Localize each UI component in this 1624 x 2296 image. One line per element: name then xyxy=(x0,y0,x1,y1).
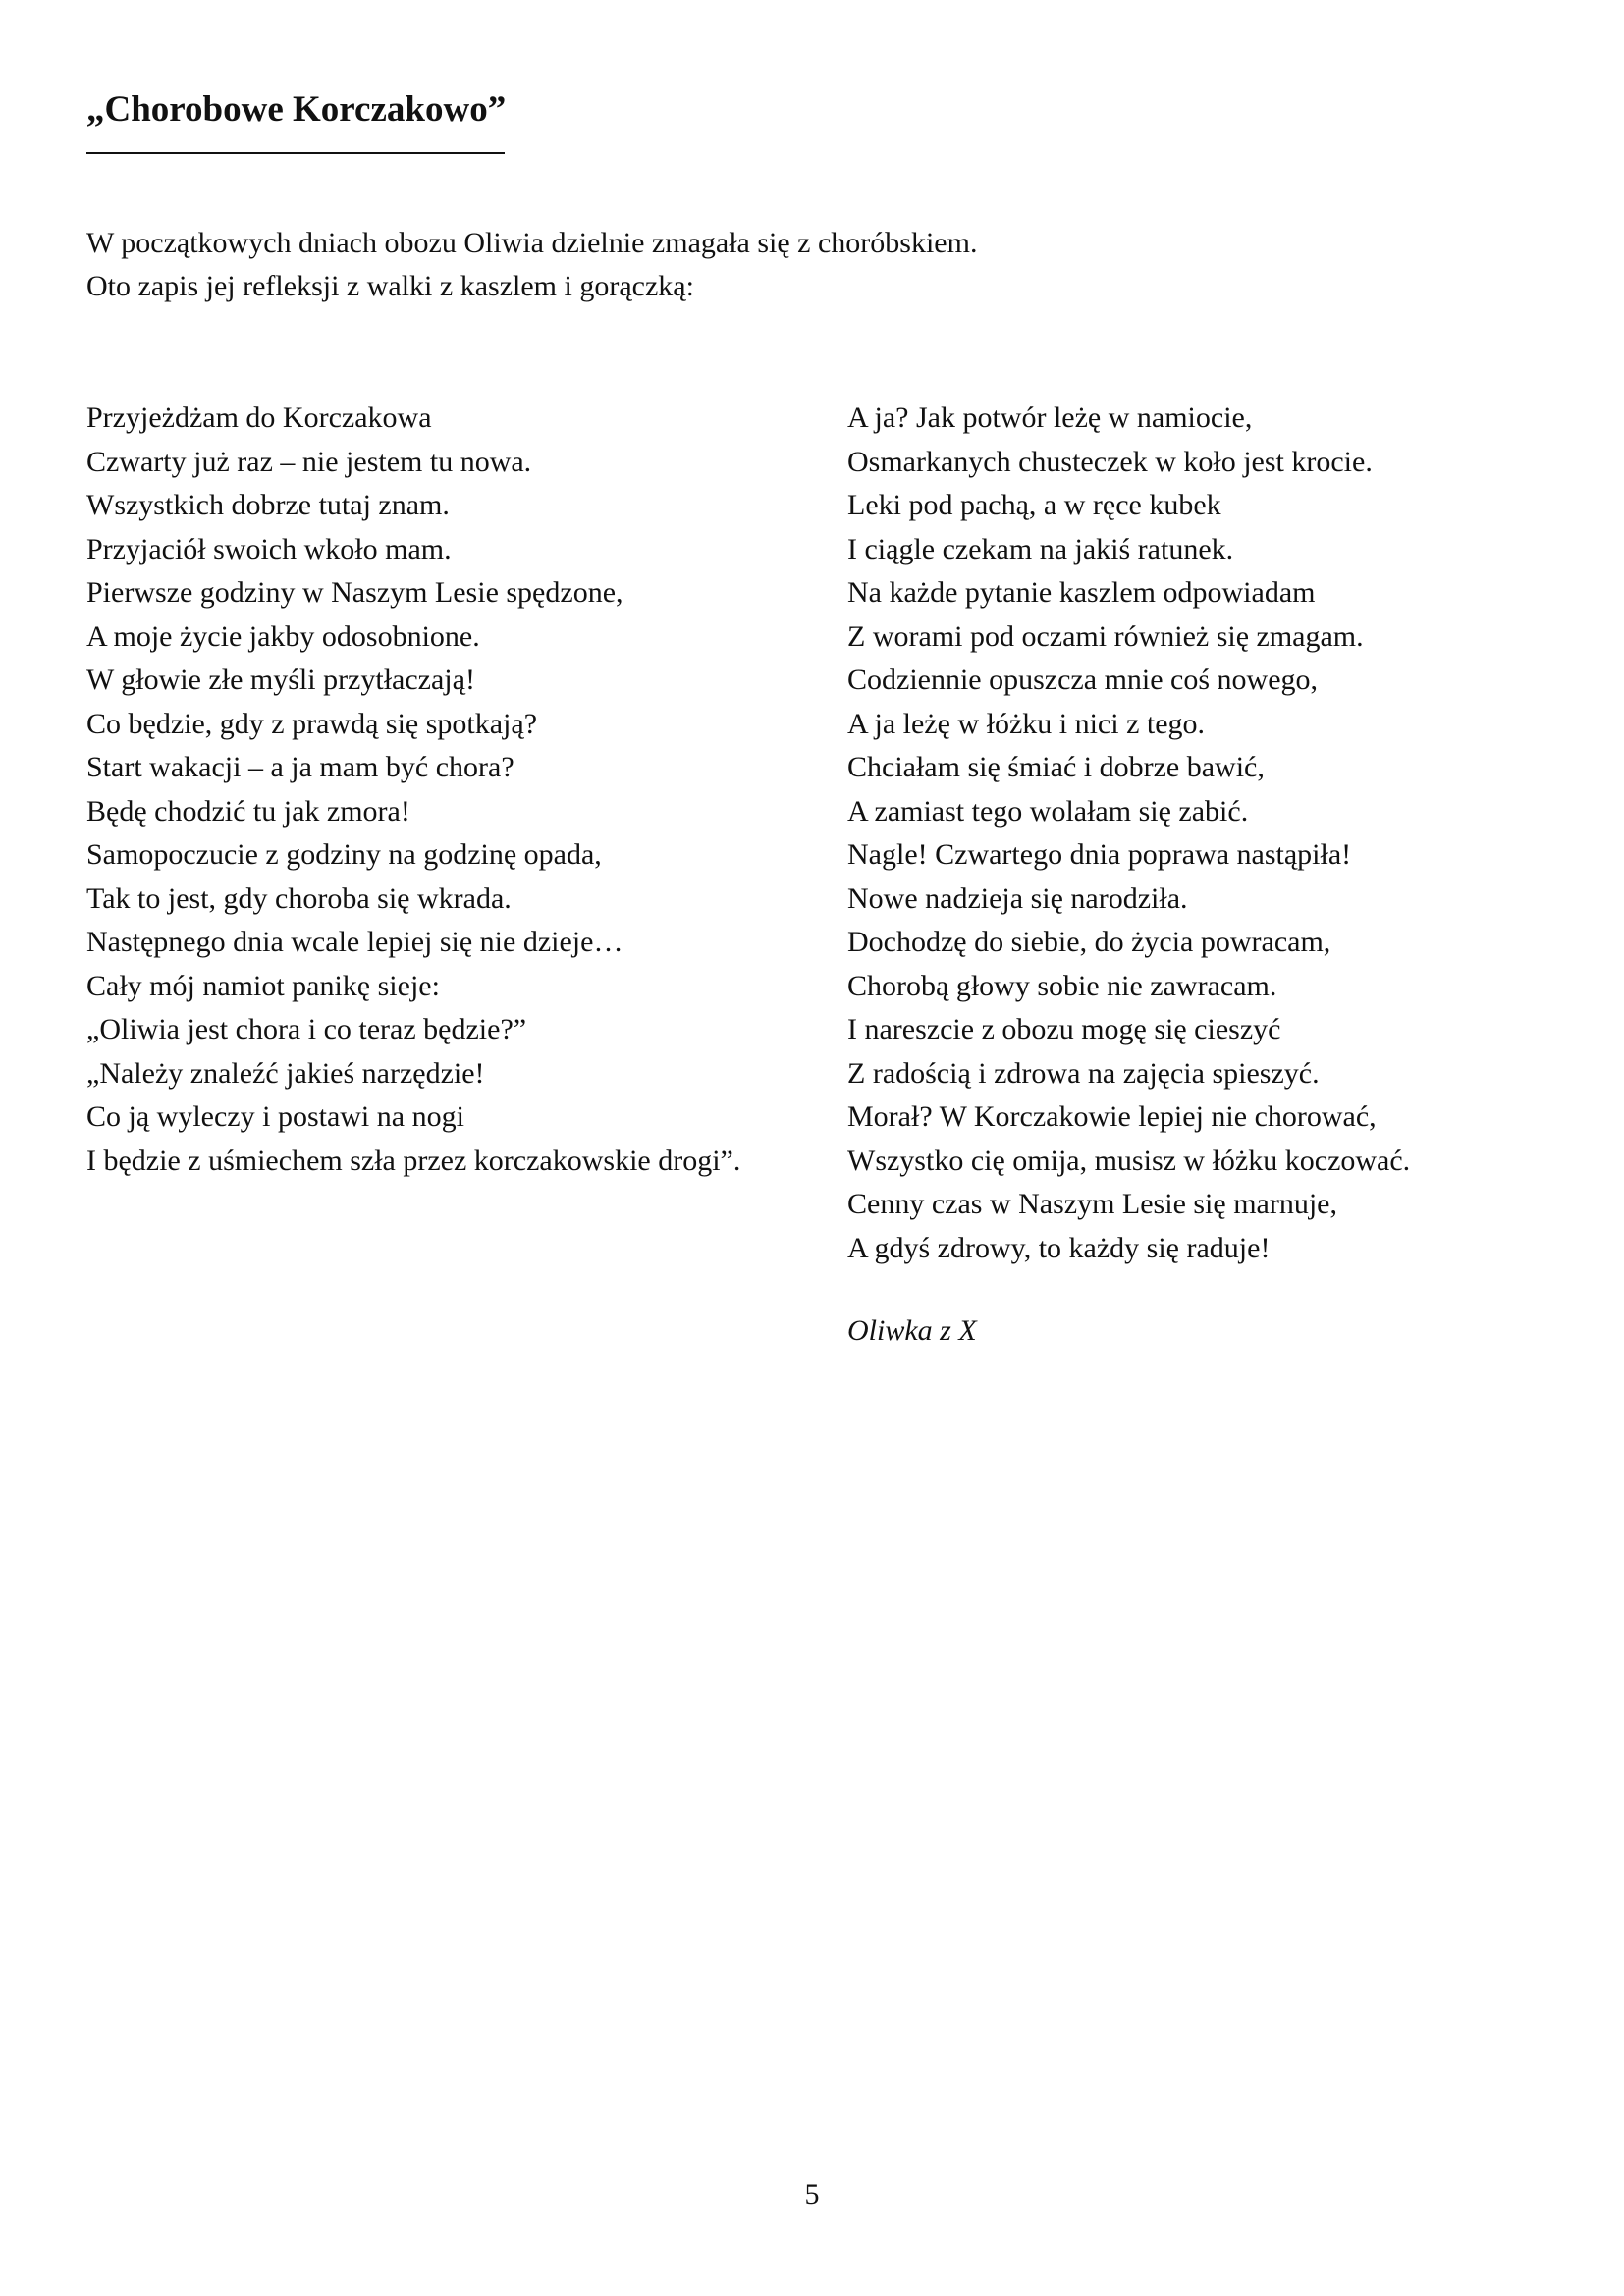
verse-line: Cały mój namiot panikę sieje: xyxy=(86,969,440,1002)
verse-line: „Oliwia jest chora i co teraz będzie?” xyxy=(86,1013,527,1045)
verse-line: A ja? Jak potwór leżę w namiocie, xyxy=(847,401,1253,434)
verse-line: Pierwsze godziny w Naszym Lesie spędzone, xyxy=(86,576,623,609)
verse-line: Morał? W Korczakowie lepiej nie chorować, xyxy=(847,1100,1377,1133)
verse-line: Dochodzę do siebie, do życia powracam, xyxy=(847,926,1331,958)
verse-line: Przyjaciół swoich wkoło mam. xyxy=(86,532,452,565)
verse-line: Leki pod pachą, a w ręce kubek xyxy=(847,489,1221,521)
verse-line: Co będzie, gdy z prawdą się spotkają? xyxy=(86,707,538,740)
intro-line: W początkowych dniach obozu Oliwia dzielnie zmagała się z choróbskiem. xyxy=(86,227,978,259)
verse-line: Następnego dnia wcale lepiej się nie dzieje… xyxy=(86,926,623,958)
verse-line: Przyjeżdżam do Korczakowa xyxy=(86,401,432,434)
verse-line: Z worami pod oczami również się zmagam. xyxy=(847,619,1364,653)
verse-line: Z radością i zdrowa na zajęcia spieszyć. xyxy=(847,1056,1320,1090)
verse-line: Będę chodzić tu jak zmora! xyxy=(86,794,410,828)
verse-line: A ja leżę w łóżku i nici z tego. xyxy=(847,707,1206,740)
verse-line: Chorobą głowy sobie nie zawracam. xyxy=(847,969,1277,1002)
verse-line: W głowie złe myśli przytłaczają! xyxy=(86,664,475,696)
verse-line: Tak to jest, gdy choroba się wkrada. xyxy=(86,881,512,915)
verse-line: I ciągle czekam na jakiś ratunek. xyxy=(847,532,1234,565)
author-signature: Oliwka z X xyxy=(847,1314,977,1347)
verse-line: Co ją wyleczy i postawi na nogi xyxy=(86,1100,464,1133)
intro-paragraph xyxy=(86,222,1461,308)
verse-line: Nowe nadzieja się narodziła. xyxy=(847,881,1188,915)
verse-line: Nagle! Czwartego dnia poprawa nastąpiła! xyxy=(847,838,1352,871)
verse-line: Osmarkanych chusteczek w koło jest krocie. xyxy=(847,445,1373,478)
verse-line: Wszystkich dobrze tutaj znam. xyxy=(86,489,450,521)
verse-line: Codziennie opuszcza mnie coś nowego, xyxy=(847,664,1319,696)
intro-line: Oto zapis jej refleksji z walki z kaszlem i gorączką: xyxy=(86,270,694,302)
verse-line: Na każde pytanie kaszlem odpowiadam xyxy=(847,576,1316,609)
poem-column-right xyxy=(847,397,1554,1270)
verse-line: I nareszcie z obozu mogę się cieszyć xyxy=(847,1013,1281,1045)
verse-line: Wszystko cię omija, musisz w łóżku koczować. xyxy=(847,1144,1411,1177)
poem-column-left xyxy=(86,397,781,1183)
page-title: „Chorobowe Korczakowo” xyxy=(86,89,507,130)
verse-line: Start wakacji – a ja mam być chora? xyxy=(86,751,514,783)
verse-line: A gdyś zdrowy, to każdy się raduje! xyxy=(847,1231,1271,1264)
verse-line: Chciałam się śmiać i dobrze bawić, xyxy=(847,751,1265,783)
verse-line: A moje życie jakby odosobnione. xyxy=(86,619,480,653)
title-underline xyxy=(86,152,505,154)
verse-line: „Należy znaleźć jakieś narzędzie! xyxy=(86,1056,485,1090)
verse-line: I będzie z uśmiechem szła przez korczakowskie drogi”. xyxy=(86,1144,741,1177)
verse-line: Czwarty już raz – nie jestem tu nowa. xyxy=(86,445,532,478)
verse-line: Cenny czas w Naszym Lesie się marnuje, xyxy=(847,1188,1337,1220)
verse-line: Samopoczucie z godziny na godzinę opada, xyxy=(86,838,602,871)
verse-line: A zamiast tego wolałam się zabić. xyxy=(847,794,1249,828)
page-number: 5 xyxy=(804,2178,820,2211)
